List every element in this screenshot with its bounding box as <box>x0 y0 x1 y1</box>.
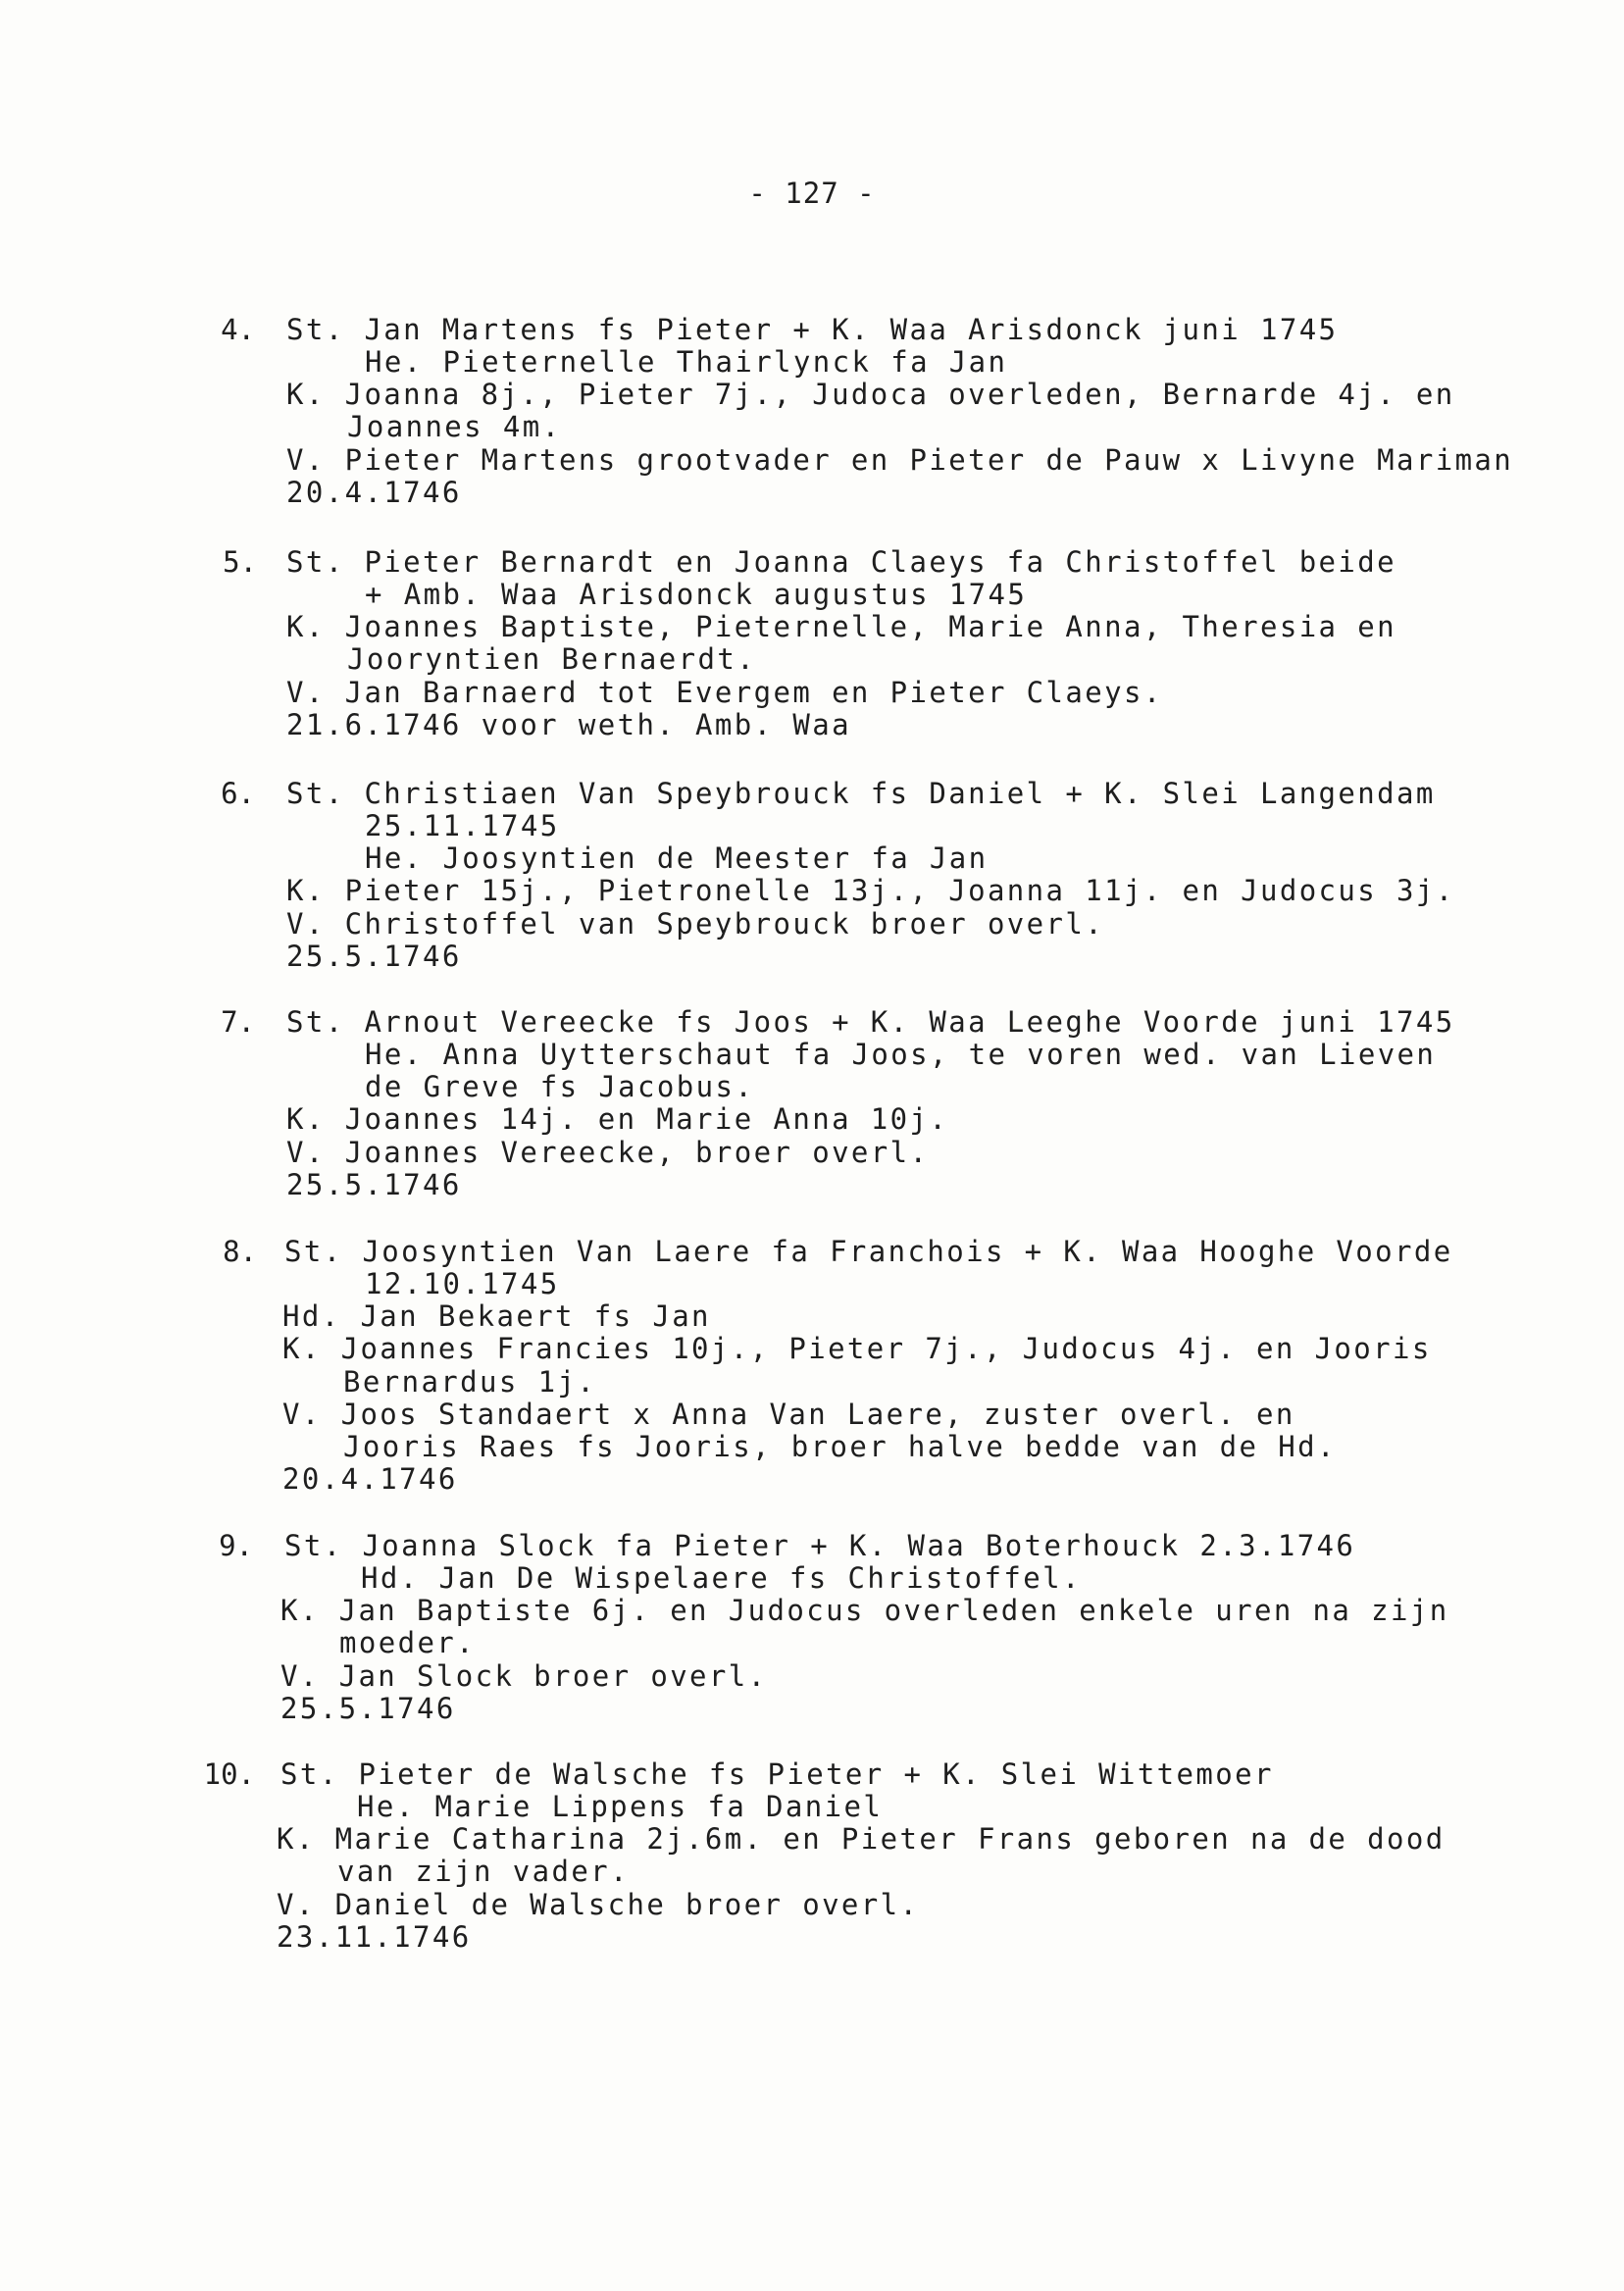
entry-line: Hd. Jan Bekaert fs Jan <box>282 1299 711 1333</box>
entry-line: Joannes 4m. <box>347 410 562 443</box>
entry-number: 5. <box>223 545 257 579</box>
entry-line: V. Joannes Vereecke, broer overl. <box>286 1136 930 1169</box>
entry-line: He. Anna Uytterschaut fa Joos, te voren wed. van Lieven <box>365 1038 1437 1071</box>
entry-line: St. Pieter Bernardt en Joanna Claeys fa Christoffel beide <box>286 545 1396 579</box>
entry-number: 6. <box>221 777 255 810</box>
entry-line: V. Jan Slock broer overl. <box>280 1659 768 1693</box>
entry-line: 20.4.1746 <box>282 1462 458 1496</box>
entry-line: St. Jan Martens fs Pieter + K. Waa Arisdonck juni 1745 <box>286 313 1339 346</box>
entry-line: K. Joannes Francies 10j., Pieter 7j., Judocus 4j. en Jooris <box>282 1332 1432 1365</box>
entry-line: 25.11.1745 <box>365 809 560 842</box>
entry-number: 9. <box>219 1529 253 1562</box>
entry-line: St. Joanna Slock fa Pieter + K. Waa Boterhouck 2.3.1746 <box>284 1529 1356 1562</box>
entry-line: He. Pieternelle Thairlynck fa Jan <box>365 345 1008 379</box>
entry-line: Jooris Raes fs Jooris, broer halve bedde van de Hd. <box>343 1430 1337 1463</box>
entry-line: Jooryntien Bernaerdt. <box>347 642 757 676</box>
entry-line: 12.10.1745 <box>365 1267 560 1300</box>
entry-line: de Greve fs Jacobus. <box>365 1070 755 1103</box>
entry-line: 25.5.1746 <box>286 1168 462 1201</box>
entry-line: St. Pieter de Walsche fs Pieter + K. Slei Wittemoer <box>280 1757 1274 1791</box>
entry-line: moeder. <box>339 1626 477 1659</box>
entry-line: K. Jan Baptiste 6j. en Judocus overleden enkele uren na zijn <box>280 1594 1449 1627</box>
entry-number: 4. <box>221 313 255 346</box>
entry-line: K. Joanna 8j., Pieter 7j., Judoca overleden, Bernarde 4j. en <box>286 378 1455 411</box>
entry-number: 7. <box>221 1005 255 1039</box>
entry-line: He. Joosyntien de Meester fa Jan <box>365 841 989 875</box>
entry-line: + Amb. Waa Arisdonck augustus 1745 <box>365 578 1028 611</box>
entry-line: V. Jan Barnaerd tot Evergem en Pieter Claeys. <box>286 676 1163 709</box>
entry-number: 8. <box>223 1235 257 1268</box>
page-number: - 127 - <box>748 177 876 210</box>
entry-line: St. Joosyntien Van Laere fa Franchois + K. Waa Hooghe Voorde <box>284 1235 1453 1268</box>
entry-line: V. Pieter Martens grootvader en Pieter de Pauw x Livyne Mariman <box>286 443 1514 477</box>
entry-line: 21.6.1746 voor weth. Amb. Waa <box>286 708 851 741</box>
entry-number: 10. <box>203 1757 255 1791</box>
entry-line: V. Daniel de Walsche broer overl. <box>277 1888 920 1921</box>
entry-line: St. Christiaen Van Speybrouck fs Daniel + K. Slei Langendam <box>286 777 1436 810</box>
entry-line: K. Joannes Baptiste, Pieternelle, Marie Anna, Theresia en <box>286 610 1396 643</box>
entry-line: K. Pieter 15j., Pietronelle 13j., Joanna 11j. en Judocus 3j. <box>286 874 1455 907</box>
entry-line: 25.5.1746 <box>280 1692 456 1725</box>
entry-line: 25.5.1746 <box>286 940 462 973</box>
entry-line: K. Joannes 14j. en Marie Anna 10j. <box>286 1102 949 1136</box>
entry-line: Bernardus 1j. <box>343 1365 597 1399</box>
entry-line: V. Joos Standaert x Anna Van Laere, zuster overl. en <box>282 1398 1295 1431</box>
entry-line: Hd. Jan De Wispelaere fs Christoffel. <box>361 1561 1082 1595</box>
entry-line: K. Marie Catharina 2j.6m. en Pieter Frans geboren na de dood <box>277 1822 1446 1856</box>
entry-line: He. Marie Lippens fa Daniel <box>357 1790 884 1823</box>
entry-line: 23.11.1746 <box>277 1920 472 1954</box>
entry-line: St. Arnout Vereecke fs Joos + K. Waa Leeghe Voorde juni 1745 <box>286 1005 1455 1039</box>
entry-line: van zijn vader. <box>337 1855 630 1888</box>
entry-line: V. Christoffel van Speybrouck broer overl. <box>286 907 1105 941</box>
entry-line: 20.4.1746 <box>286 476 462 509</box>
